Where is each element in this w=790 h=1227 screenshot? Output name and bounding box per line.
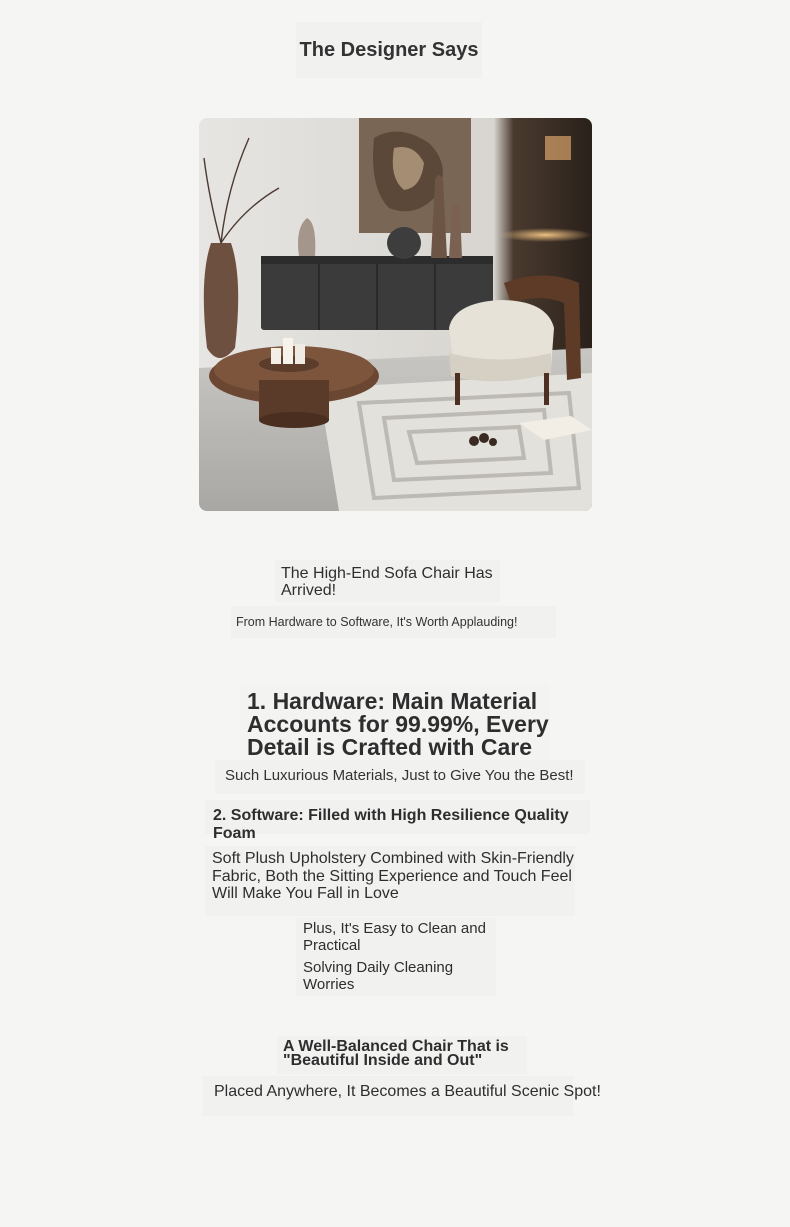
hardware-heading: 1. Hardware: Main Material Accounts for 99.99%, Every Detail is Crafted with Care xyxy=(247,688,549,760)
title-card xyxy=(296,22,482,78)
closing-heading: A Well-Balanced Chair That is "Beautiful Inside and Out" xyxy=(283,1038,509,1069)
page-title: The Designer Says xyxy=(299,38,479,61)
closing-heading-card xyxy=(277,1036,527,1074)
hero-image xyxy=(199,118,592,511)
intro-subline: From Hardware to Software, It's Worth Applauding! xyxy=(236,615,518,629)
closing-tagline: Placed Anywhere, It Becomes a Beautiful Scenic Spot! xyxy=(214,1083,601,1100)
software-heading: 2. Software: Filled with High Resilience Quality Foam xyxy=(213,807,569,842)
cleaning-line-1: Plus, It's Easy to Clean and Practical xyxy=(303,920,486,954)
software-paragraph: Soft Plush Upholstery Combined with Skin-Friendly Fabric, Both the Sitting Experience and Touch Feel Will Make You Fall in Love xyxy=(212,850,574,902)
hardware-heading-card xyxy=(240,684,550,760)
cleaning-note-card xyxy=(296,918,496,996)
hardware-caption-card xyxy=(215,760,585,794)
intro-headline: The High-End Sofa Chair Has Arrived! xyxy=(281,565,493,599)
hardware-caption: Such Luxurious Materials, Just to Give You the Best! xyxy=(225,767,574,784)
software-heading-card xyxy=(205,800,590,842)
intro-subline-card xyxy=(231,606,556,638)
living-room-photo-icon xyxy=(199,118,592,511)
intro-headline-card xyxy=(275,560,500,602)
cleaning-line-2: Solving Daily Cleaning Worries xyxy=(303,959,454,993)
software-paragraph-card xyxy=(205,846,575,916)
closing-tagline-card xyxy=(203,1076,601,1116)
